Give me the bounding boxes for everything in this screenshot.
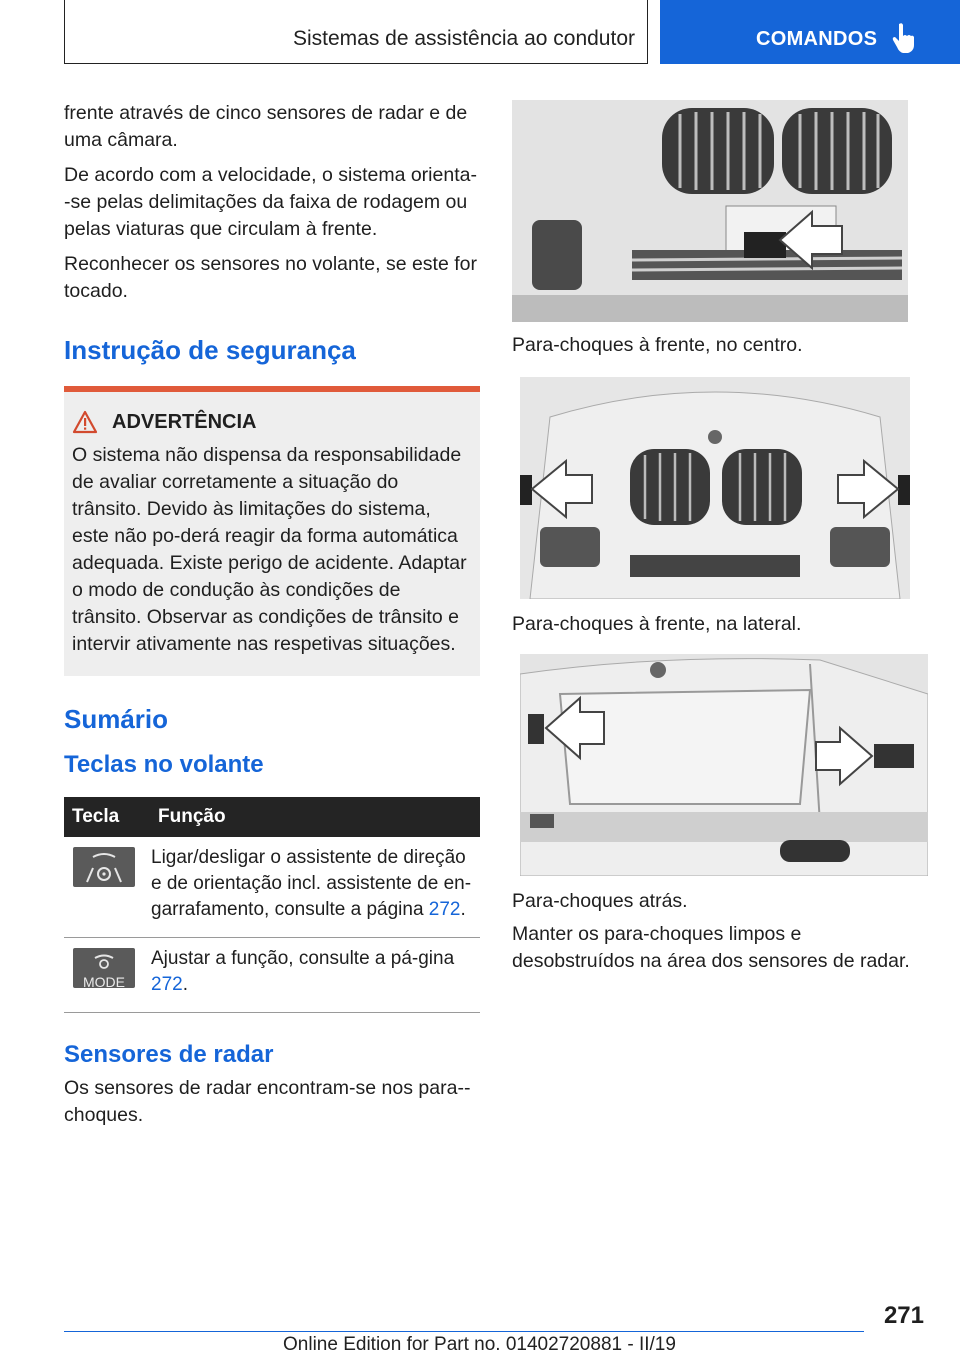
caption-front-side: Para-choques à frente, na lateral.	[512, 613, 802, 635]
row-1-text: Ligar/desligar o assistente de direção e de orientação incl. assistente de en-garrafamento, consulte a página	[151, 847, 472, 920]
left-column	[64, 100, 480, 1137]
page-link-272[interactable]: 272	[428, 899, 461, 920]
header-chapter-label: COMANDOS	[756, 28, 878, 50]
radar-sensors-heading: Sensores de radar	[64, 1041, 274, 1068]
warning-triangle-icon	[72, 410, 98, 434]
header-chapter-tab[interactable]	[660, 0, 960, 64]
front-bumper-center-image	[512, 100, 908, 322]
caption-front-center: Para-choques à frente, no centro.	[512, 334, 803, 356]
intro-paragraph-2: De acordo com a velocidade, o sistema orienta--se pelas delimitações da faixa de rodagem ou pelas viaturas que circulam à frente.	[64, 164, 477, 240]
col-function-header: Função	[150, 797, 480, 837]
footer-edition: Online Edition for Part no. 01402720881 - II/19	[283, 1334, 676, 1355]
safety-heading: Instrução de segurança	[64, 335, 356, 365]
caption-rear: Para-choques atrás.	[512, 890, 688, 912]
right-column	[512, 100, 928, 975]
col-key-header: Tecla	[64, 797, 150, 837]
mode-icon	[73, 948, 135, 988]
keys-table	[64, 797, 480, 1013]
front-bumper-side-image	[520, 377, 910, 599]
mode-key-label: MODE	[83, 974, 125, 990]
rear-bumper-image	[520, 654, 928, 876]
intro-paragraph-3: Reconhecer os sensores no volante, se este for tocado.	[64, 253, 477, 302]
header-section-box	[64, 0, 648, 64]
table-row: Ligar/desligar o assistente de direção e de orientação incl. assistente de en-garrafamento, consulte a página 272.	[64, 837, 480, 938]
warning-title: ADVERTÊNCIA	[112, 410, 257, 433]
bumper-cleaning-note: Manter os para-choques limpos e desobstruídos na área dos sensores de radar.	[512, 923, 910, 972]
intro-paragraph-1: frente através de cinco sensores de radar e de uma câmara.	[64, 102, 468, 151]
header-section-title: Sistemas de assistência ao condutor	[292, 27, 635, 50]
warning-box	[64, 392, 480, 676]
page-link-272[interactable]: 272	[151, 974, 183, 995]
keys-table-header	[64, 797, 480, 837]
footer-rule	[64, 1331, 864, 1332]
warning-text: O sistema não dispensa da responsabilidade de avaliar corretamente a situação do trânsito. Devido às limitações do sistema, este não po-derá reagir da forma automática adequada. Existe perigo de acidente. Adaptar o modo de condução às condições de trânsito. Observar as condições de trânsito e intervir ativamente nas respetivas situações.	[72, 444, 467, 655]
steering-keys-heading: Teclas no volante	[64, 751, 264, 778]
pointing-hand-icon	[892, 22, 916, 56]
summary-heading: Sumário	[64, 704, 169, 734]
lane-assist-icon	[73, 847, 135, 887]
row-2-text: Ajustar a função, consulte a pá-gina	[151, 948, 455, 969]
radar-sensors-text: Os sensores de radar encontram-se nos para--choques.	[64, 1077, 471, 1126]
page-number: 271	[883, 1302, 924, 1329]
table-row: MODE Ajustar a função, consulte a pá-gina 272.	[64, 938, 480, 1013]
